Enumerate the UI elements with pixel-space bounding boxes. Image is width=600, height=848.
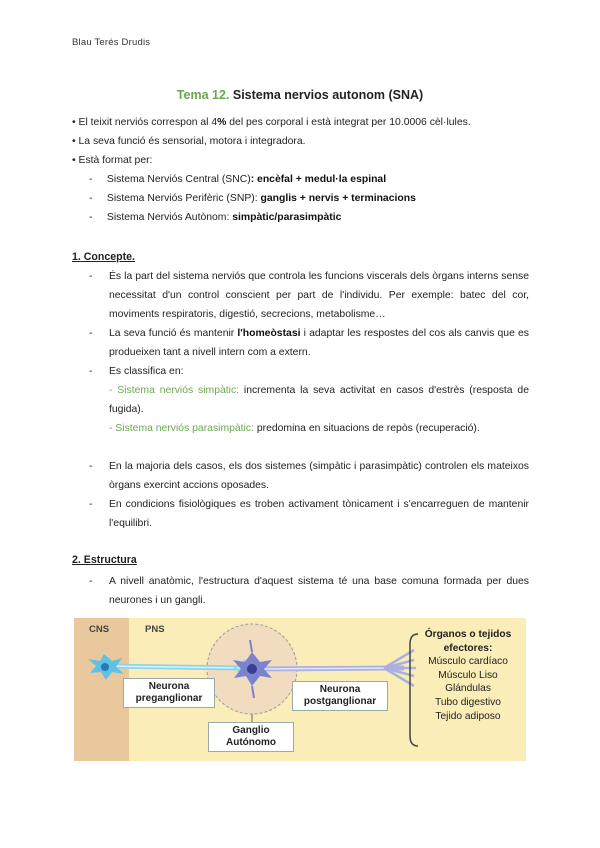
paragraph: A nivell anatòmic, l'estructura d'aquest sistema té una base comuna formada per dues neurones i un gangli. [109, 576, 529, 606]
bullet-item: • El teixit nerviós correspon al 4% del pes corporal i està integrat per 10.0006 cèl·lules. [72, 117, 471, 128]
dash-marker: - [89, 366, 93, 377]
list-item: - Sistema Nerviós Central (SNC): encèfal + medul·la espinal [89, 174, 387, 185]
paragraph: En condicions fisiològiques es troben activament tònicament i s'encarreguen de mantenir l'equilibri. [109, 499, 529, 529]
postganglionic-neuron-label: Neurona postganglionar [292, 681, 388, 711]
organ-item: Músculo cardíaco [428, 656, 508, 668]
dash-marker: - [89, 271, 93, 282]
cns-label: CNS [89, 624, 110, 635]
effectors-title: efectores: [443, 642, 493, 654]
parasympathetic-definition: - Sistema nerviós parasimpàtic: predomina en situacions de repòs (recuperació). [109, 423, 480, 434]
dash-marker: - [89, 576, 93, 587]
sympathetic-definition: - Sistema nerviós simpàtic: incrementa la seva activitat en casos d'estrès (resposta de fugida). [109, 385, 529, 415]
ans-structure-diagram [74, 618, 526, 761]
section-heading-concepte: 1. Concepte. [72, 251, 135, 263]
title-text: Sistema nervios autonom (SNA) [232, 88, 424, 102]
paragraph: Es classifica en: [109, 366, 184, 377]
list-item: - Sistema Nerviós Autònom: simpàtic/parasimpàtic [89, 212, 342, 223]
effectors-title: Órganos o tejidos [424, 629, 512, 640]
autonomic-ganglion-label: Ganglio Autónomo [208, 722, 294, 752]
pns-label: PNS [145, 624, 165, 635]
effector-organs-list [409, 628, 527, 723]
organ-item: Tejido adiposo [435, 710, 501, 722]
organ-item: Glándulas [445, 683, 491, 695]
page-title [0, 88, 600, 102]
dash-marker: - [89, 328, 93, 339]
bullet-item: • La seva funció és sensorial, motora i integradora. [72, 136, 306, 147]
bullet-item: • Està format per: [72, 155, 153, 166]
paragraph: És la part del sistema nerviós que controla les funcions viscerals dels òrgans interns sense necessitat d'un control conscient per part de l'individu. Per exemple: batec del cor, moviments respiratoris, digestió, secrecions, metabolisme… [109, 271, 529, 320]
dash-marker: - [89, 499, 93, 510]
author-name: Blau Terés Drudis [72, 37, 151, 48]
paragraph: En la majoria dels casos, els dos sistemes (simpàtic i parasimpàtic) controlen els mateixos òrgans exercint accions oposades. [109, 461, 529, 491]
organ-item: Tubo digestivo [435, 696, 501, 708]
dash-marker: - [89, 461, 93, 472]
title-number: Tema 12. [176, 88, 230, 102]
preganglionic-neuron-label: Neurona preganglionar [123, 678, 215, 708]
list-item: - Sistema Nerviós Perifèric (SNP): ganglis + nervis + terminacions [89, 193, 416, 204]
organ-item: Músculo Liso [438, 669, 498, 681]
paragraph: La seva funció és mantenir l'homeòstasi i adaptar les respostes del cos als canvis que es produeixen tant a nivell intern com a extern. [109, 328, 529, 358]
section-heading-estructura: 2. Estructura [72, 554, 137, 566]
